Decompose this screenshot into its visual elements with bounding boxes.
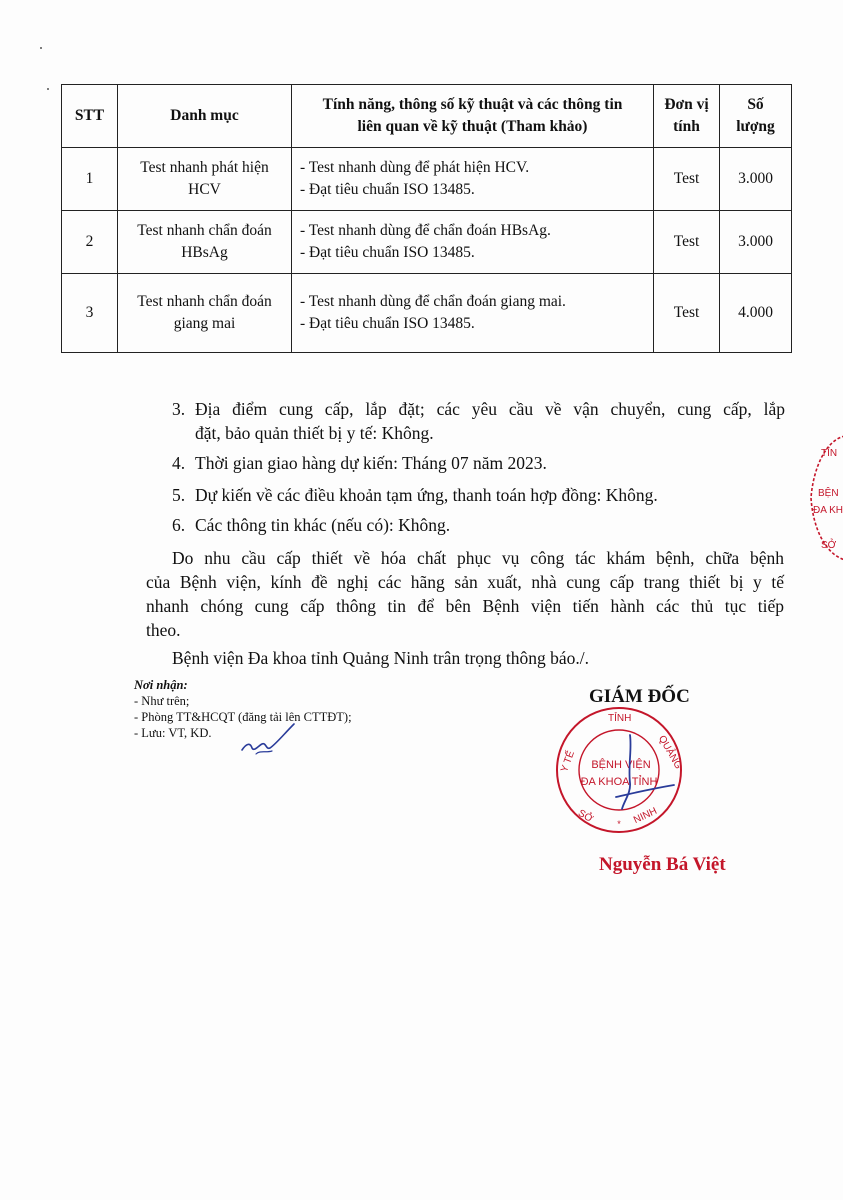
row-spec-line2: - Đạt tiêu chuẩn ISO 13485. [300,244,475,261]
row-spec [292,274,654,353]
header-category: Danh mục [118,85,292,148]
seal-ring-text: NINH [632,805,659,827]
edge-seal-text: SỞ [821,540,837,551]
director-title: GIÁM ĐỐC [589,686,690,707]
header-unit [654,85,720,148]
seal-ring-text: QUẢNG [655,733,684,772]
row-unit: Test [654,274,720,353]
paragraph-line: của Bệnh viện, kính đề nghị các hãng sản xuất, nhà cung cấp trang thiết bị y tế [146,572,784,592]
header-unit-line1: Đơn vị [664,96,709,113]
row-spec-line2: - Đạt tiêu chuẩn ISO 13485. [300,181,475,198]
recipient-line: - Lưu: VT, KD. [134,726,212,740]
header-spec-line2: liên quan về kỹ thuật (Tham khảo) [357,118,588,135]
list-item-number: 5. [172,485,186,505]
row-spec [292,148,654,211]
list-item-text: Thời gian giao hàng dự kiến: Tháng 07 năm 2023. [195,453,547,473]
row-spec [292,211,654,274]
row-category-line2: HCV [188,181,221,198]
recipient-line: - Như trên; [134,694,190,708]
row-spec-line1: - Test nhanh dùng để phát hiện HCV. [300,159,530,176]
seal-ring-text: Y TẾ [559,749,577,774]
equipment-table [61,84,792,353]
row-stt: 2 [62,211,118,274]
row-category [118,274,292,353]
hospital-seal [554,705,684,835]
row-stt: 1 [62,148,118,211]
table-header-row [62,85,792,148]
row-spec-line1: - Test nhanh dùng để chẩn đoán giang mai. [300,293,566,310]
row-stt: 3 [62,274,118,353]
initials-signature [236,720,300,762]
list-item-number: 4. [172,453,186,473]
row-category [118,211,292,274]
table-row [62,274,792,353]
seal-ring-text: SỞ [576,807,595,825]
director-name: Nguyễn Bá Việt [599,854,726,875]
row-category-line1: Test nhanh chẩn đoán [137,293,272,310]
list-item-text: Các thông tin khác (nếu có): Không. [195,515,451,535]
row-category-line1: Test nhanh phát hiện [140,159,269,176]
list-item-line2: đặt, bảo quản thiết bị y tế: Không. [195,423,434,443]
scan-speck [40,47,42,49]
header-unit-line2: tính [673,118,700,135]
edge-seal-text: BỆN [818,488,839,499]
seal-center-text: BỆNH VIỆN [591,759,651,771]
seal-ring-text: TỈNH [608,713,632,724]
row-spec-line2: - Đạt tiêu chuẩn ISO 13485. [300,315,475,332]
row-spec-line1: - Test nhanh dùng để chẩn đoán HBsAg. [300,222,551,239]
header-spec-line1: Tính năng, thông số kỹ thuật và các thông tin [322,96,623,113]
row-category-line2: HBsAg [181,244,228,261]
row-category [118,148,292,211]
list-item-line1: Địa điểm cung cấp, lắp đặt; các yêu cầu về vận chuyển, cung cấp, lắp [195,399,785,419]
header-qty-line1: Số [747,96,764,113]
edge-seal-text: TỈN [821,448,838,459]
header-qty-line2: lượng [736,118,775,135]
closing-paragraph [146,646,784,670]
scan-speck [47,88,49,90]
request-paragraph [146,546,784,642]
closing-line: Bệnh viện Đa khoa tỉnh Quảng Ninh trân trọng thông báo./. [172,648,590,668]
table-row [62,211,792,274]
seal-center-text: ĐA KHOA TỈNH [580,776,658,788]
row-qty: 3.000 [720,211,792,274]
list-item-number: 6. [172,515,186,535]
paragraph-line: theo. [146,620,181,640]
header-stt: STT [62,85,118,148]
header-qty [720,85,792,148]
row-unit: Test [654,211,720,274]
recipient-line: - Phòng TT&HCQT (đăng tải lên CTTĐT); [134,710,352,724]
table-row [62,148,792,211]
edge-seal-fragment [805,430,843,565]
list-item-text: Dự kiến về các điều khoản tạm ứng, thanh toán hợp đồng: Không. [195,485,658,505]
header-spec [292,85,654,148]
paragraph-line: Do nhu cầu cấp thiết về hóa chất phục vụ công tác khám bệnh, chữa bệnh [172,548,784,568]
edge-seal-text: ĐA KH [813,505,843,516]
row-unit: Test [654,148,720,211]
paragraph-line: nhanh chóng cung cấp thông tin để bên Bệnh viện tiến hành các thủ tục tiếp [146,596,784,616]
seal-star: * [617,819,621,829]
row-qty: 3.000 [720,148,792,211]
recipients-title: Nơi nhận: [134,678,188,692]
row-category-line1: Test nhanh chẩn đoán [137,222,272,239]
row-category-line2: giang mai [173,315,236,332]
list-item-text [195,397,785,445]
list-item-number: 3. [172,399,186,419]
row-qty: 4.000 [720,274,792,353]
